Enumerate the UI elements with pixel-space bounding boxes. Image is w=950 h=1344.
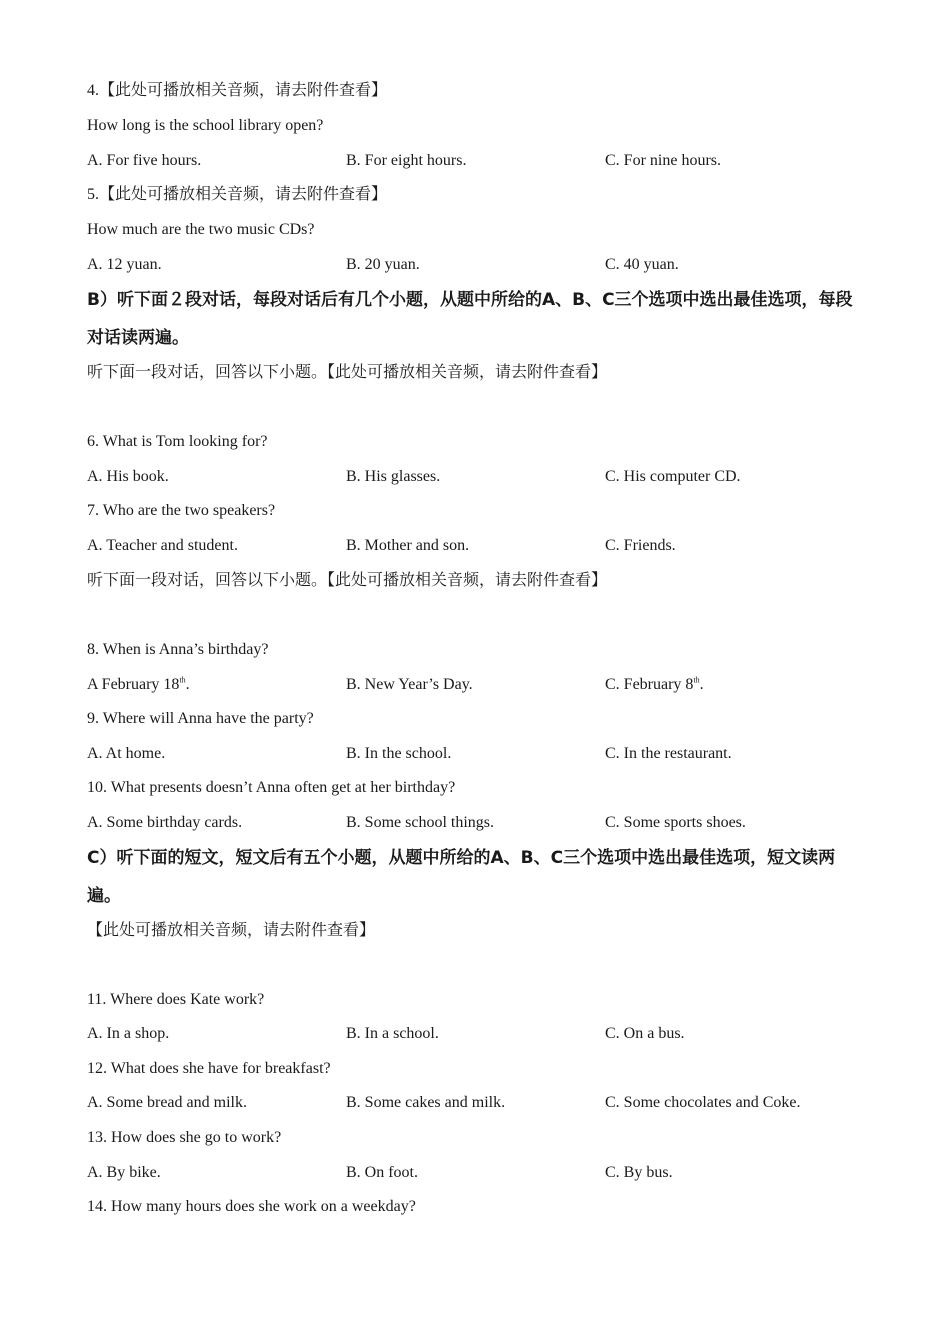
q5-options <box>87 255 867 275</box>
q5-option-a: A. 12 yuan. <box>87 256 162 273</box>
q10-option-b: B. Some school things. <box>346 814 495 831</box>
q12-option-b: B. Some cakes and milk. <box>346 1094 506 1111</box>
q8-question: 8. When is Anna’s birthday? <box>87 641 269 658</box>
section-c-intro: 【此处可播放相关音频，请去附件查看】 <box>87 922 376 939</box>
q12-options <box>87 1093 867 1113</box>
section-c-heading: C）听下面的短文，短文后有五个小题，从题中所给的A、B、C三个选项中选出最佳选项，短文读两遍。 <box>87 848 836 906</box>
q8-option-b: B. New Year’s Day. <box>346 676 473 693</box>
q5-question: How much are the two music CDs? <box>87 221 315 238</box>
q9-option-b: B. In the school. <box>346 745 452 762</box>
q8-option-a <box>87 675 190 695</box>
q5-option-b: B. 20 yuan. <box>346 256 420 273</box>
q13-option-a: A. By bike. <box>87 1164 161 1181</box>
q9-options <box>87 744 867 764</box>
q8-option-a-text: A February 18 <box>87 676 180 693</box>
section-b-intro-2: 听下面一段对话，回答以下小题。【此处可播放相关音频，请去附件查看】 <box>87 572 608 589</box>
q9-option-c: C. In the restaurant. <box>605 745 732 762</box>
q11-option-c: C. On a bus. <box>605 1025 685 1042</box>
q6-question: 6. What is Tom looking for? <box>87 433 268 450</box>
q12-option-c: C. Some chocolates and Coke. <box>605 1094 801 1111</box>
q11-option-b: B. In a school. <box>346 1025 439 1042</box>
q12-question: 12. What does she have for breakfast? <box>87 1060 331 1077</box>
q9-option-a: A. At home. <box>87 745 166 762</box>
q13-question: 13. How does she go to work? <box>87 1129 282 1146</box>
q6-options <box>87 467 867 487</box>
q10-question: 10. What presents doesn’t Anna often get at her birthday? <box>87 779 456 796</box>
q4-option-a: A. For five hours. <box>87 152 202 169</box>
q4-audio-prompt: 4.【此处可播放相关音频，请去附件查看】 <box>87 82 388 99</box>
q5-option-c: C. 40 yuan. <box>605 256 679 273</box>
q13-options <box>87 1163 867 1183</box>
section-b-intro-1: 听下面一段对话，回答以下小题。【此处可播放相关音频，请去附件查看】 <box>87 364 608 381</box>
q4-option-c: C. For nine hours. <box>605 152 721 169</box>
q8-option-a-sup: th <box>179 675 186 685</box>
q8-options <box>87 675 867 695</box>
q13-option-c: C. By bus. <box>605 1164 673 1181</box>
q4-option-b: B. For eight hours. <box>346 152 467 169</box>
q11-options <box>87 1024 867 1044</box>
q10-option-a: A. Some birthday cards. <box>87 814 243 831</box>
q7-option-a: A. Teacher and student. <box>87 537 238 554</box>
q7-options <box>87 536 867 556</box>
q10-option-c: C. Some sports shoes. <box>605 814 746 831</box>
q5-audio-prompt: 5.【此处可播放相关音频，请去附件查看】 <box>87 186 388 203</box>
q4-options <box>87 151 867 171</box>
q10-options <box>87 813 867 833</box>
section-b-heading: B）听下面２段对话，每段对话后有几个小题，从题中所给的A、B、C三个选项中选出最佳选项，每段对话读两遍。 <box>87 290 853 348</box>
q7-option-b: B. Mother and son. <box>346 537 470 554</box>
q7-question: 7. Who are the two speakers? <box>87 502 276 519</box>
q6-option-c: C. His computer CD. <box>605 468 741 485</box>
q8-option-a-end: . <box>185 676 190 693</box>
q7-option-c: C. Friends. <box>605 537 676 554</box>
q12-option-a: A. Some bread and milk. <box>87 1094 247 1111</box>
q4-question: How long is the school library open? <box>87 117 324 134</box>
q11-question: 11. Where does Kate work? <box>87 991 265 1008</box>
q6-option-a: A. His book. <box>87 468 169 485</box>
q11-option-a: A. In a shop. <box>87 1025 170 1042</box>
q8-option-c-text: C. February 8 <box>605 676 694 693</box>
q9-question: 9. Where will Anna have the party? <box>87 710 314 727</box>
q8-option-c-sup: th <box>693 675 700 685</box>
q8-option-c <box>605 675 704 695</box>
q14-question: 14. How many hours does she work on a weekday? <box>87 1198 416 1215</box>
q8-option-c-end: . <box>699 676 704 693</box>
q13-option-b: B. On foot. <box>346 1164 418 1181</box>
q6-option-b: B. His glasses. <box>346 468 441 485</box>
